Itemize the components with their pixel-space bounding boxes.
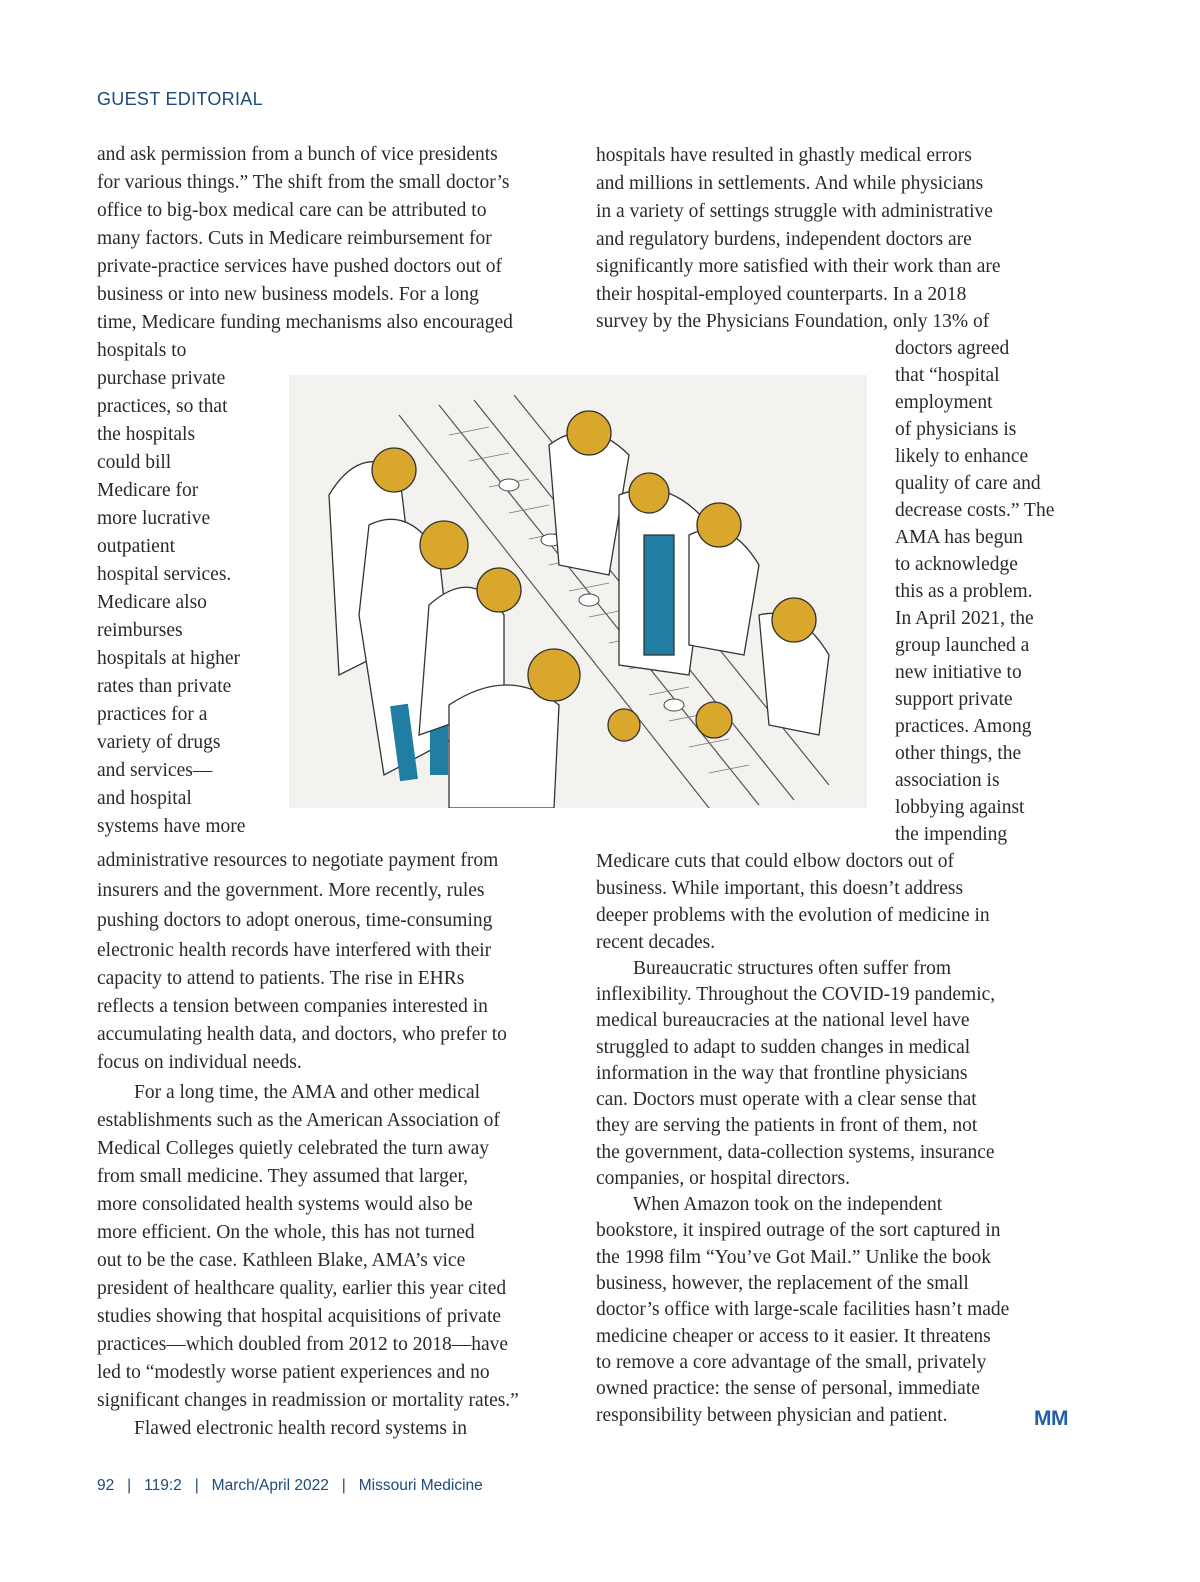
- left-column-line: office to big-box medical care can be attributed to: [97, 200, 487, 221]
- left-column-line: and hospital: [97, 788, 192, 809]
- footer-sep: |: [333, 1477, 355, 1494]
- right-column-line: Medicare cuts that could elbow doctors out of: [596, 851, 954, 872]
- left-column-line: president of healthcare quality, earlier this year cited: [97, 1278, 507, 1299]
- right-column-line: significantly more satisfied with their work than are: [596, 256, 1001, 277]
- left-column-line: many factors. Cuts in Medicare reimbursement for: [97, 228, 492, 249]
- left-column-line: for various things.” The shift from the small doctor’s: [97, 172, 510, 193]
- left-column-line: purchase private: [97, 368, 226, 389]
- right-column-line: support private: [895, 689, 1013, 710]
- left-column-line: led to “modestly worse patient experiences and no: [97, 1362, 490, 1383]
- left-column-line: and services—: [97, 760, 213, 781]
- right-column-line: they are serving the patients in front of them, not: [596, 1115, 978, 1136]
- right-column-line: business. While important, this doesn’t address: [596, 878, 964, 899]
- right-column-line: owned practice: the sense of personal, immediate: [596, 1378, 980, 1399]
- right-column-line: that “hospital: [895, 365, 1000, 386]
- right-column-line: responsibility between physician and patient.: [596, 1405, 948, 1426]
- left-column-line: the hospitals: [97, 424, 196, 445]
- footer: [97, 1477, 483, 1495]
- left-column-line: Medical Colleges quietly celebrated the turn away: [97, 1138, 490, 1159]
- right-column-line: medicine cheaper or access to it easier. It threatens: [596, 1326, 991, 1347]
- left-column-line: could bill: [97, 452, 172, 473]
- footer-journal: Missouri Medicine: [358, 1477, 483, 1494]
- right-column-line: recent decades.: [596, 932, 716, 953]
- left-column-line: pushing doctors to adopt onerous, time-consuming: [97, 910, 493, 931]
- right-column-line: lobbying against: [895, 797, 1025, 818]
- left-column-line: administrative resources to negotiate payment from: [97, 850, 499, 871]
- doctors-conveyor-icon: [289, 375, 867, 808]
- left-column-line: studies showing that hospital acquisitions of private: [97, 1306, 502, 1327]
- left-column-line: hospital services.: [97, 564, 232, 585]
- left-column-line: variety of drugs: [97, 732, 221, 753]
- left-column-line: business or into new business models. For a long: [97, 284, 479, 305]
- left-column-line: more lucrative: [97, 508, 211, 529]
- footer-sep: |: [186, 1477, 208, 1494]
- left-column-line: practices, so that: [97, 396, 228, 417]
- right-column-line: of physicians is: [895, 419, 1017, 440]
- left-column-line: Flawed electronic health record systems in: [134, 1418, 468, 1439]
- right-column-line: inflexibility. Throughout the COVID-19 pandemic,: [596, 984, 996, 1005]
- left-column-line: capacity to attend to patients. The rise in EHRs: [97, 968, 465, 989]
- right-column-line: doctor’s office with large-scale facilities hasn’t made: [596, 1299, 1010, 1320]
- left-column-line: For a long time, the AMA and other medical: [134, 1082, 481, 1103]
- right-column-line: bookstore, it inspired outrage of the sort captured in: [596, 1220, 1001, 1241]
- right-column-line: their hospital-employed counterparts. In a 2018: [596, 284, 967, 305]
- left-column-line: more efficient. On the whole, this has not turned: [97, 1222, 475, 1243]
- right-column-line: hospitals have resulted in ghastly medical errors: [596, 145, 972, 166]
- left-column-line: from small medicine. They assumed that larger,: [97, 1166, 469, 1187]
- right-column-line: deeper problems with the evolution of medicine in: [596, 905, 990, 926]
- footer-volume: 119:2: [144, 1477, 182, 1494]
- right-column-line: business, however, the replacement of the small: [596, 1273, 969, 1294]
- right-column-line: the impending: [895, 824, 1008, 845]
- right-column-line: survey by the Physicians Foundation, only 13% of: [596, 311, 990, 332]
- right-column-line: decrease costs.” The: [895, 500, 1055, 521]
- right-column-line: association is: [895, 770, 1000, 791]
- left-column-line: reimburses: [97, 620, 183, 641]
- left-column-line: time, Medicare funding mechanisms also encouraged: [97, 312, 513, 333]
- right-column-line: doctors agreed: [895, 338, 1010, 359]
- left-column-line: systems have more: [97, 816, 246, 837]
- right-column-line: companies, or hospital directors.: [596, 1168, 850, 1189]
- left-column-line: practices for a: [97, 704, 208, 725]
- left-column-line: private-practice services have pushed doctors out of: [97, 256, 503, 277]
- right-column-line: struggled to adapt to sudden changes in medical: [596, 1037, 971, 1058]
- left-column-line: insurers and the government. More recently, rules: [97, 880, 485, 901]
- right-column-line: quality of care and: [895, 473, 1041, 494]
- left-column-line: Medicare also: [97, 592, 207, 613]
- right-column-line: other things, the: [895, 743, 1022, 764]
- right-column-line: In April 2021, the: [895, 608, 1034, 629]
- right-column-line: the government, data-collection systems, insurance: [596, 1142, 995, 1163]
- right-column-line: practices. Among: [895, 716, 1032, 737]
- left-column-line: practices—which doubled from 2012 to 2018—have: [97, 1334, 509, 1355]
- left-column-line: hospitals at higher: [97, 648, 240, 669]
- right-column-line: AMA has begun: [895, 527, 1023, 548]
- right-column-line: group launched a: [895, 635, 1030, 656]
- left-column-line: outpatient: [97, 536, 175, 557]
- right-column-line: the 1998 film “You’ve Got Mail.” Unlike the book: [596, 1247, 992, 1268]
- left-column-line: reflects a tension between companies interested in: [97, 996, 488, 1017]
- right-column-line: to remove a core advantage of the small, privately: [596, 1352, 987, 1373]
- end-mark: MM: [1034, 1407, 1068, 1430]
- left-column-line: rates than private: [97, 676, 232, 697]
- left-column-line: significant changes in readmission or mortality rates.”: [97, 1390, 519, 1411]
- left-column-line: more consolidated health systems would also be: [97, 1194, 473, 1215]
- right-column-line: likely to enhance: [895, 446, 1029, 467]
- left-column-line: out to be the case. Kathleen Blake, AMA’s vice: [97, 1250, 466, 1271]
- right-column-line: Bureaucratic structures often suffer from: [633, 958, 952, 979]
- left-column-line: accumulating health data, and doctors, who prefer to: [97, 1024, 507, 1045]
- right-column-line: this as a problem.: [895, 581, 1033, 602]
- right-column-line: can. Doctors must operate with a clear sense that: [596, 1089, 977, 1110]
- left-column-line: electronic health records have interfered with their: [97, 940, 492, 961]
- footer-date: March/April 2022: [211, 1477, 329, 1494]
- left-column-line: Medicare for: [97, 480, 199, 501]
- right-column-line: employment: [895, 392, 993, 413]
- right-column-line: medical bureaucracies at the national level have: [596, 1010, 970, 1031]
- right-column-line: new initiative to: [895, 662, 1022, 683]
- left-column-line: and ask permission from a bunch of vice presidents: [97, 144, 498, 165]
- right-column-line: in a variety of settings struggle with administrative: [596, 201, 993, 222]
- editorial-illustration: [289, 375, 867, 808]
- right-column-line: and regulatory burdens, independent doctors are: [596, 229, 972, 250]
- left-column-line: hospitals to: [97, 340, 187, 361]
- right-column-line: to acknowledge: [895, 554, 1018, 575]
- footer-sep: |: [118, 1477, 140, 1494]
- right-column-line: and millions in settlements. And while physicians: [596, 173, 984, 194]
- left-column-line: establishments such as the American Association of: [97, 1110, 500, 1131]
- right-column-line: information in the way that frontline physicians: [596, 1063, 968, 1084]
- section-label: GUEST EDITORIAL: [97, 89, 263, 109]
- left-column-line: focus on individual needs.: [97, 1052, 302, 1073]
- right-column-line: When Amazon took on the independent: [633, 1194, 943, 1215]
- footer-page: 92: [97, 1477, 115, 1494]
